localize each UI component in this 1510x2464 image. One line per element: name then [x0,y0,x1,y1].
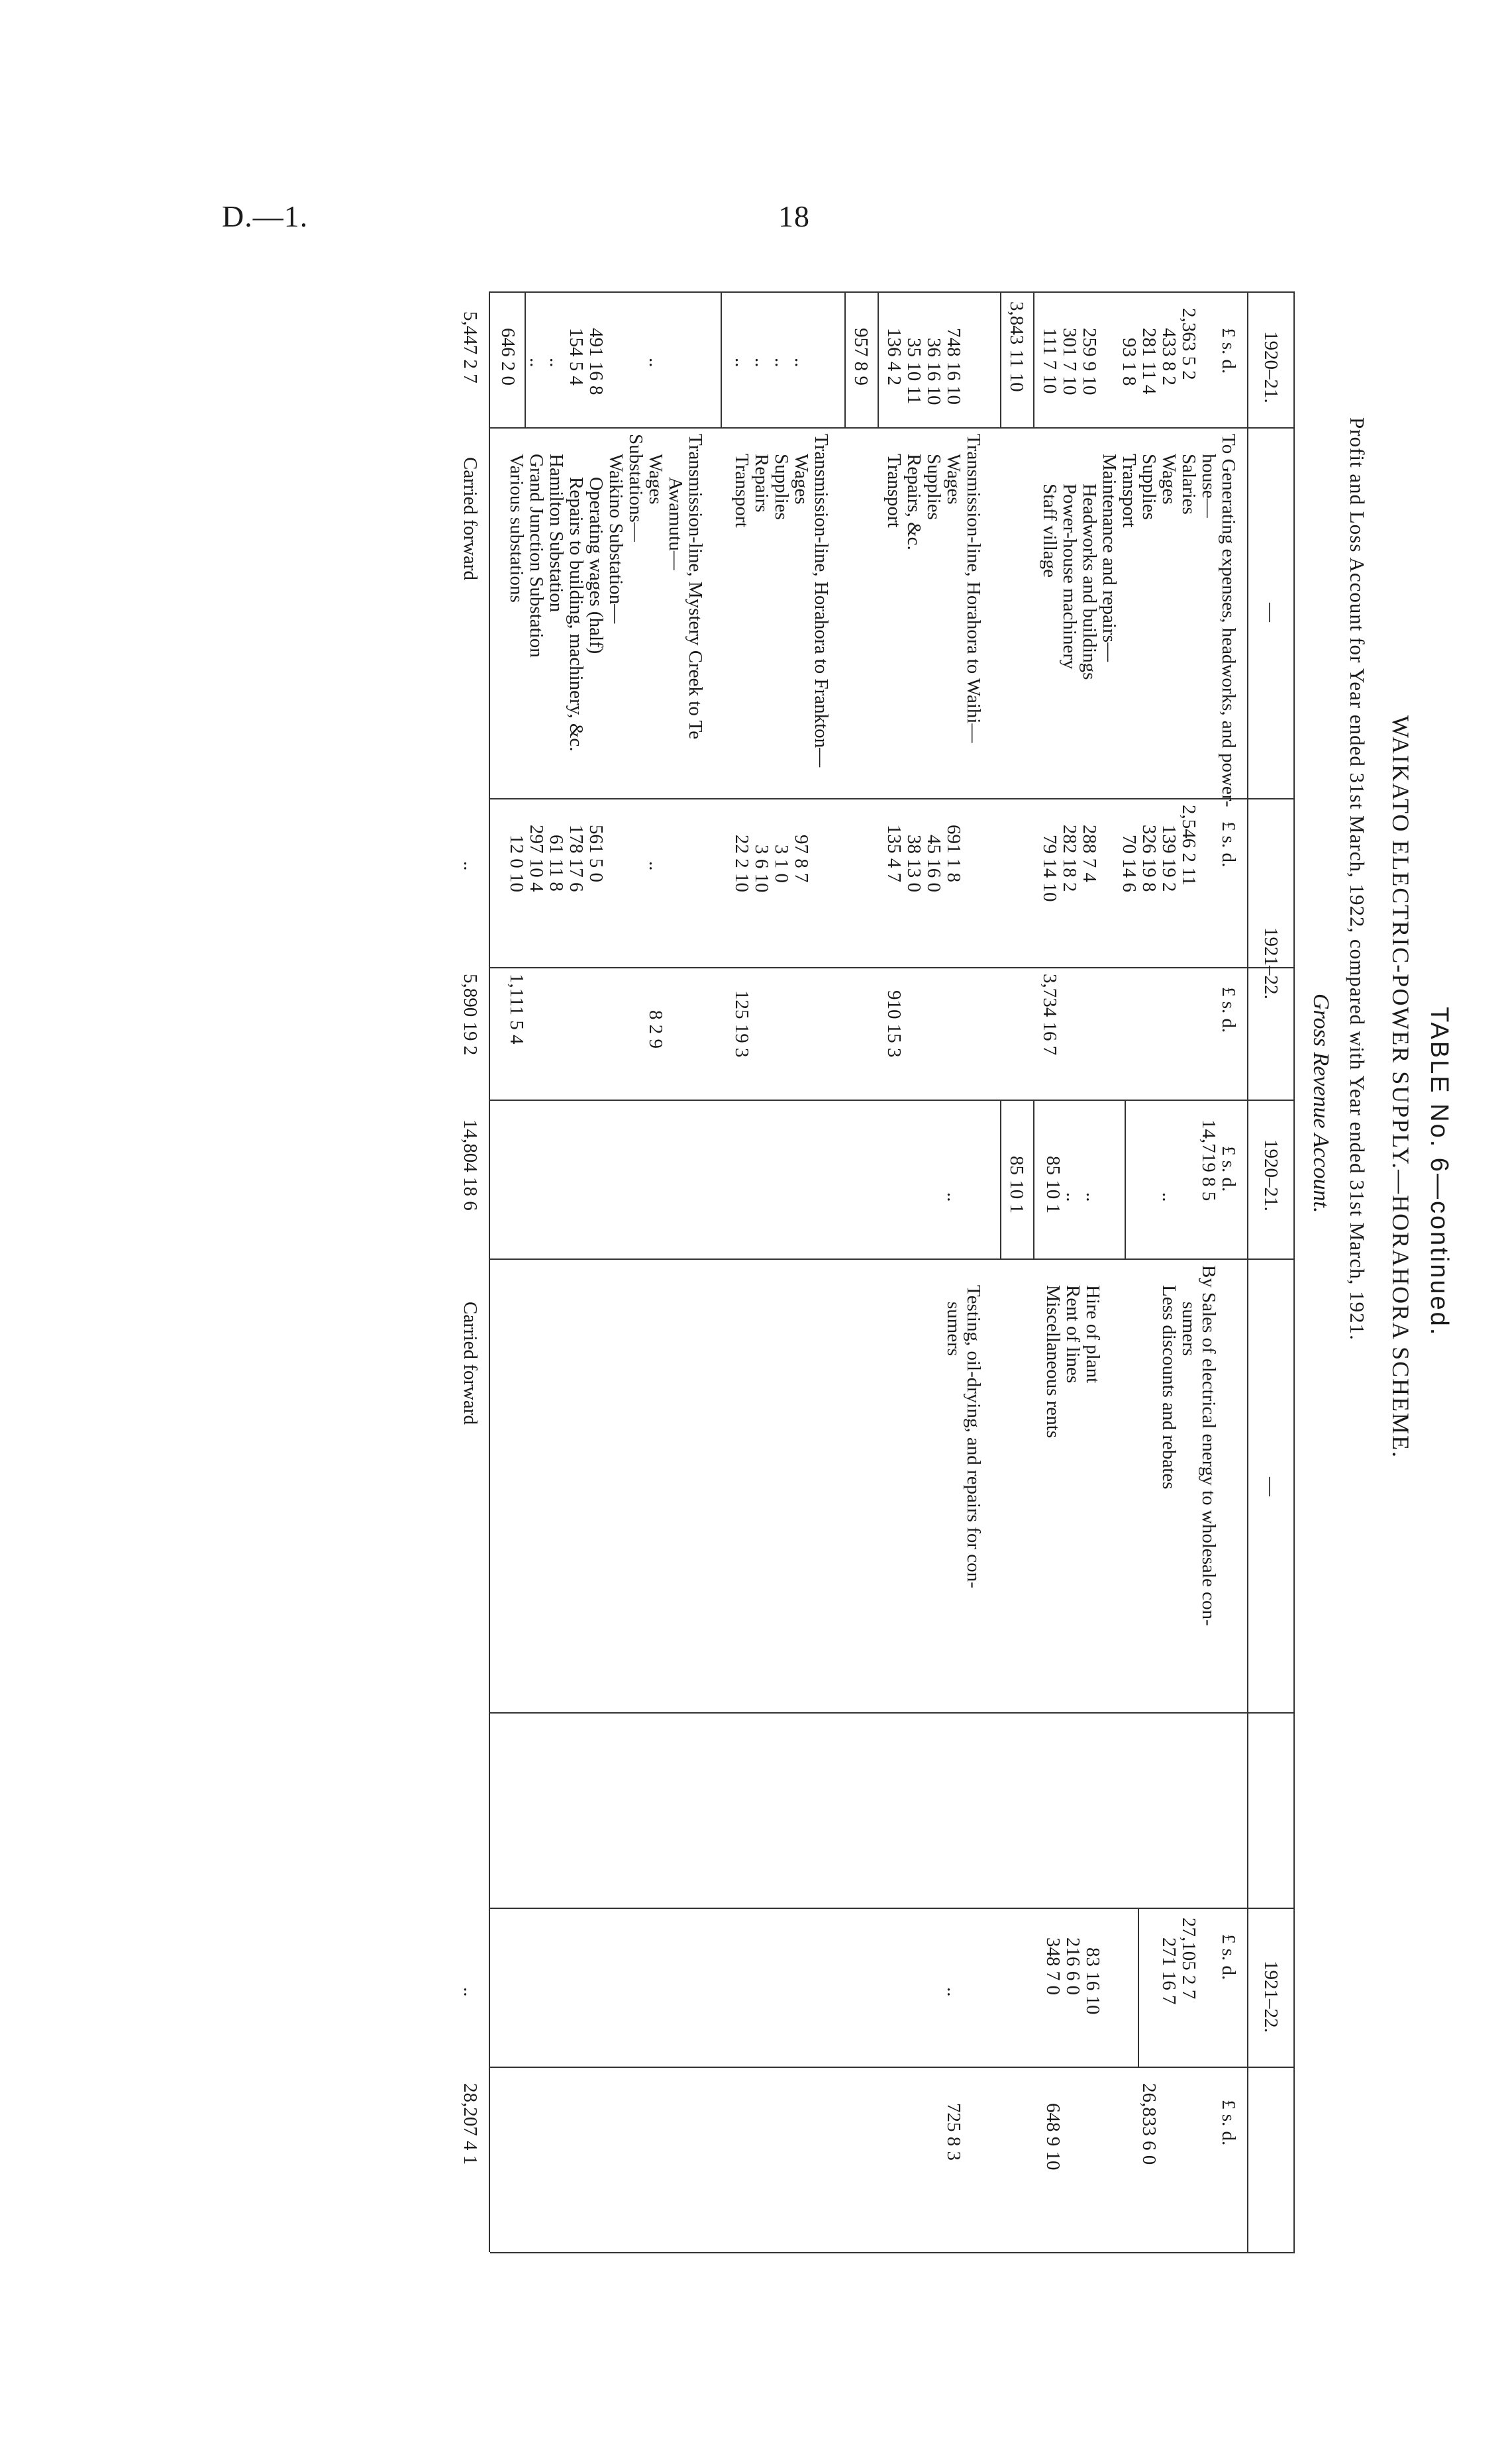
amount: 154 5 4 [566,328,587,385]
amount-carried: 5,890 19 2 [460,974,481,1056]
debit-label: Various substations [506,454,527,603]
debit-label: Headworks and buildings [1079,484,1100,680]
units-header: £ s. d. [1218,2100,1239,2146]
amount: 271 16 7 [1158,1937,1180,2005]
amount: 691 1 8 [943,825,964,882]
debit-label: house— [1198,454,1219,518]
units-header: £ s. d. [1218,1146,1239,1192]
credit-label: Carried forward [460,1302,481,1425]
debit-label: Waikino Substation— [605,454,627,624]
amount: 748 16 10 [943,328,964,405]
debit-label: Wages [645,454,666,505]
amount: 281 11 4 [1138,328,1160,395]
amount: .. [460,861,481,871]
debit-label: Transport [731,454,752,528]
amount-total: 85 10 1 [1006,1156,1027,1213]
col-divider [490,1712,1295,1714]
debit-label: Substations— [625,434,646,542]
units-header: £ s. d. [1218,987,1239,1033]
col-divider [490,291,1295,293]
debit-label: Supplies [1138,454,1160,520]
debit-label: Salaries [1178,454,1199,515]
credit-label: Rent of lines [1062,1285,1083,1384]
rule [1033,1100,1034,1258]
amount-total: 8 2 9 [645,1010,666,1049]
table-bottom-rule [489,291,490,2252]
credit-label: Hire of plant [1082,1285,1103,1384]
amount: 216 6 0 [1062,1937,1083,1995]
amount-total: 3,843 11 10 [1006,301,1027,392]
amount: 83 16 10 [1082,1947,1103,2015]
amount-carried: 5,447 2 7 [460,311,481,384]
amount: 135 4 7 [883,825,905,882]
debit-label: Transmission-line, Mystery Creek to Te [685,434,706,740]
amount: 561 5 0 [585,825,607,882]
debit-label: Maintenance and repairs— [1099,454,1120,662]
amount: 12 0 10 [506,835,527,892]
rule [525,291,526,427]
amount: 259 9 10 [1079,328,1100,395]
amount-carried: 28,207 4 1 [460,2083,481,2165]
amount-total: 910 15 3 [883,990,905,1058]
amount: 3 1 0 [771,845,792,883]
rule [878,291,879,427]
debit-label: Hamilton Substation [546,454,567,613]
debit-label: Wages [943,454,964,505]
debit-label: Supplies [923,454,944,520]
amount: 85 10 1 [1042,1156,1064,1213]
debit-label: Transport [883,454,905,528]
header-dash-credit: — [1260,1477,1282,1496]
header-1921-22-debit: 1921–22. [1260,927,1282,1000]
amount: 178 17 6 [566,825,587,892]
amount: 35 10 11 [903,338,925,405]
col-divider [490,2067,1295,2068]
amount: 136 4 2 [883,328,905,385]
debit-label: Carried forward [460,457,481,580]
units-header: £ s. d. [1218,1934,1239,1980]
amount: 36 16 10 [923,338,944,405]
debit-label: Supplies [771,454,792,520]
page-ref: D.—1. [222,199,309,233]
rule [844,291,846,427]
amount: .. [645,358,666,368]
amount: .. [645,861,666,871]
amount: .. [1082,1192,1103,1202]
account-title: Profit and Loss Account for Year ended 31st March, 1922, compared with Year ended 31st March, 1921. [1346,417,1369,1341]
amount-carried: 14,804 18 6 [460,1119,481,1211]
amount: 301 7 10 [1059,328,1080,395]
amount: 433 8 2 [1158,328,1180,385]
credit-label: sumers [1178,1302,1199,1357]
credit-label: Testing, oil-drying, and repairs for con- [963,1285,984,1588]
amount: 3 6 10 [751,845,772,893]
debit-label: Repairs [751,454,772,513]
credit-label: Miscellaneous rents [1042,1285,1064,1439]
col-divider [490,1258,1295,1260]
amount: 22 2 10 [731,835,752,892]
col-divider [490,1100,1295,1101]
amount: 288 7 4 [1079,825,1100,882]
amount: 139 19 2 [1158,825,1180,892]
amount-total: 646 2 0 [497,328,519,385]
amount: .. [1158,1192,1180,1202]
col-divider [490,2252,1295,2253]
debit-label: Repairs to building, machinery, &c. [566,477,587,752]
amount-total: 1,111 5 4 [506,974,527,1045]
units-header: £ s. d. [1218,821,1239,868]
debit-label: Wages [791,454,812,505]
header-1921-22-credit: 1921–22. [1260,1961,1282,2033]
amount: 79 14 10 [1039,835,1060,902]
col-divider [490,1908,1295,1909]
scheme-title: WAIKATO ELECTRIC-POWER SUPPLY.—HORAHORA SCHEME. [1387,715,1414,1459]
amount: .. [791,358,812,368]
credit-label: By Sales of electrical energy to wholesale con- [1198,1265,1219,1626]
amount: 282 18 2 [1059,825,1080,892]
amount: 27,105 2 7 [1178,1918,1199,2000]
debit-label: Staff village [1039,484,1060,578]
table-top-rule [1293,291,1295,2252]
units-header: £ s. d. [1218,328,1239,374]
debit-label: To Generating expenses, headworks, and power- [1218,434,1239,807]
amount-total: 957 8 9 [850,328,872,385]
amount: 61 11 8 [546,835,567,892]
rule [1000,291,1001,427]
debit-label: Repairs, &c. [903,454,925,550]
amount: 297 10 4 [526,825,547,892]
amount: 348 7 0 [1042,1937,1064,1995]
amount-total: 125 19 3 [731,990,752,1058]
account-subtitle: Gross Revenue Account. [1309,994,1333,1213]
header-1920-21-credit: 1920–21. [1260,1139,1282,1211]
col-divider [490,798,1295,799]
amount: 14,719 8 5 [1198,1119,1219,1202]
amount: 97 8 7 [791,835,812,883]
amount: 326 19 8 [1138,825,1160,892]
credit-label: sumers [943,1302,964,1357]
amount-total: 648 9 10 [1042,2103,1064,2171]
credit-label: Less discounts and rebates [1158,1285,1180,1490]
rule [1138,1908,1139,2067]
rule [1000,1100,1001,1258]
amount-total: 725 8 3 [943,2103,964,2161]
page-number: 18 [778,199,810,233]
amount: .. [943,1192,964,1202]
amount: 70 14 6 [1119,835,1140,892]
amount: 491 16 8 [585,328,607,395]
header-1920-21-debit: 1920–21. [1260,331,1282,403]
amount: .. [943,1987,964,1997]
col-divider [490,427,1295,429]
debit-label: Awamutu— [665,477,686,570]
col-divider [490,967,1295,968]
amount: .. [1062,1192,1083,1202]
table-number-title: TABLE No. 6—continued. [1425,1007,1453,1337]
amount: .. [460,1987,481,1997]
amount: 93 1 8 [1119,338,1140,386]
debit-label: Wages [1158,454,1180,505]
rule [721,291,722,427]
debit-label: Grand Junction Substation [526,454,547,658]
amount: 38 13 0 [903,835,925,892]
amount: .. [526,358,547,368]
amount: .. [546,358,567,368]
rotated-account-table [351,265,1477,2279]
column-header-rule [1247,291,1248,2252]
amount-total: 26,833 6 0 [1138,2083,1160,2165]
debit-label: Power-house machinery [1059,484,1080,670]
amount: 2,546 2 11 [1178,805,1199,886]
amount: 45 16 0 [923,835,944,892]
amount-total: 3,734 16 7 [1039,974,1060,1056]
debit-label: Transmission-line, Horahora to Frankton— [811,434,832,768]
amount: .. [751,358,772,368]
amount: 111 7 10 [1039,328,1060,394]
amount: .. [731,358,752,368]
debit-label: Operating wages (half) [585,477,607,654]
debit-label: Transmission-line, Horahora to Waihi— [963,434,984,743]
header-dash-debit: — [1260,603,1282,622]
amount: 2,363 5 2 [1178,308,1199,380]
rule [1125,1100,1126,1258]
debit-label: Transport [1119,454,1140,528]
amount: .. [771,358,792,368]
rule [1033,291,1034,427]
